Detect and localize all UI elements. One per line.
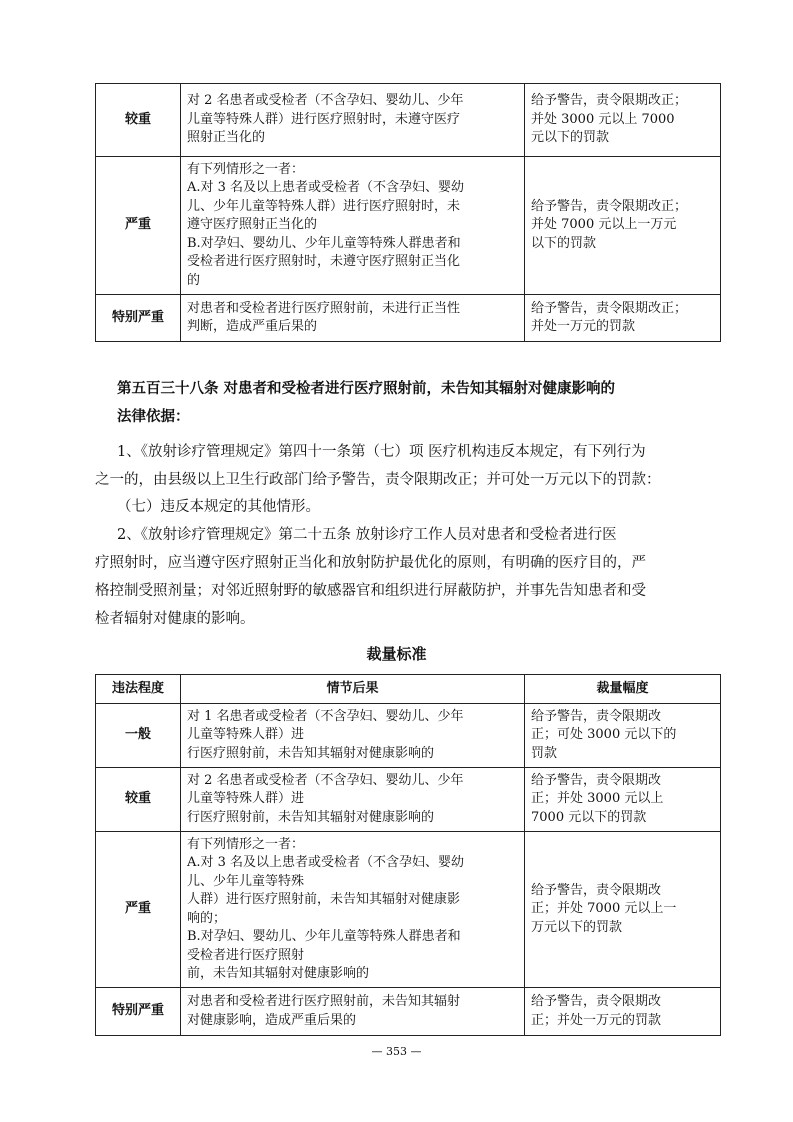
- text-line: 并处一万元的罚款: [531, 319, 636, 334]
- basis-paragraph-2-line: 2、《放射诊疗管理规定》第二十五条 放射诊疗工作人员对患者和受检者进行医: [117, 527, 617, 543]
- text-line: 儿童等特殊人群）进: [187, 727, 305, 743]
- level-cell: 较重: [96, 84, 181, 157]
- article-title: 第五百三十八条 对患者和受检者进行医疗照射前，未告知其辐射对健康影响的: [117, 381, 616, 397]
- text-line: 正；并处 3000 元以上: [531, 791, 664, 807]
- level-cell: 特别严重: [96, 988, 181, 1036]
- penalty-cell: [525, 768, 721, 832]
- penalty-cell: [525, 832, 721, 988]
- text-line: 受检者进行医疗照射时，未遵守医疗照射正当化: [187, 254, 461, 270]
- circumstance-cell: [181, 832, 525, 988]
- table-row: [96, 832, 721, 988]
- text-line: B.对孕妇、婴幼儿、少年儿童等特殊人群患者和: [187, 235, 461, 251]
- text-line: 儿、少年儿童等特殊人群）进行医疗照射时，未: [187, 198, 461, 214]
- basis-paragraph-1-item: （七）违反本规定的其他情形。: [117, 499, 320, 515]
- level-cell: 较重: [96, 768, 181, 832]
- text-line: 行医疗照射前，未告知其辐射对健康影响的: [187, 745, 435, 761]
- text-line: A.对 3 名及以上患者或受检者（不含孕妇、婴幼: [187, 855, 465, 870]
- text-line: A.对 3 名及以上患者或受检者（不含孕妇、婴幼: [187, 180, 465, 196]
- text-line: 判断，造成严重后果的: [187, 319, 318, 334]
- discretion-standard-table: [95, 674, 721, 1036]
- text-line: 给予警告，责令限期改: [531, 994, 662, 1009]
- top-discretion-table: [95, 83, 721, 342]
- page-number: — 353 —: [371, 1045, 422, 1058]
- basis-paragraph-2-line: 格控制受照剂量；对邻近照射野的敏感器官和组织进行屏蔽防护，并事先告知患者和受: [95, 583, 646, 599]
- text-line: 前，未告知其辐射对健康影响的: [187, 966, 370, 981]
- text-line: B.对孕妇、婴幼儿、少年儿童等特殊人群患者和: [187, 929, 461, 944]
- text-line: 对 2 名患者或受检者（不含孕妇、婴幼儿、少年: [187, 772, 464, 788]
- text-line: 遵守医疗照射正当化的: [187, 217, 318, 233]
- circumstance-cell: [181, 704, 525, 768]
- penalty-cell: [525, 157, 721, 295]
- text-line: 以下的罚款: [531, 235, 597, 251]
- text-line: 对 2 名患者或受检者（不含孕妇、婴幼儿、少年: [187, 93, 464, 109]
- text-line: 有下列情形之一者：: [187, 836, 305, 852]
- basis-paragraph-2-line: 检者辐射对健康的影响。: [95, 611, 255, 627]
- circumstance-cell: [181, 84, 525, 157]
- basis-paragraph-2-line: 疗照射时，应当遵守医疗照射正当化和放射防护最优化的原则，有明确的医疗目的，严: [95, 555, 646, 571]
- text-line: 响的；: [187, 910, 227, 926]
- basis-paragraph-1-line: 之一的，由县级以上卫生行政部门给予警告，责令限期改正；并可处一万元以下的罚款：: [95, 472, 661, 488]
- text-line: 儿童等特殊人群）进行医疗照射时，未遵守医疗: [187, 111, 461, 127]
- circumstance-cell: [181, 768, 525, 832]
- table-row: [96, 295, 721, 342]
- text-line: 给予警告，责令限期改: [531, 772, 662, 788]
- text-line: 的: [187, 272, 201, 288]
- text-line: 对患者和受检者进行医疗照射前，未进行正当性: [187, 300, 461, 316]
- circumstance-cell: [181, 157, 525, 295]
- text-line: 人群）进行医疗照射前，未告知其辐射对健康影: [187, 892, 461, 907]
- text-line: 行医疗照射前，未告知其辐射对健康影响的: [187, 809, 435, 825]
- penalty-cell: [525, 84, 721, 157]
- text-line: 对 1 名患者或受检者（不含孕妇、婴幼儿、少年: [187, 708, 464, 724]
- table-row: [96, 988, 721, 1036]
- circumstance-cell: [181, 295, 525, 342]
- text-line: 有下列情形之一者：: [187, 161, 305, 177]
- table-row: [96, 768, 721, 832]
- table-row: [96, 157, 721, 295]
- level-cell: 特别严重: [96, 295, 181, 342]
- table-row: [96, 84, 721, 157]
- text-line: 给予警告，责令限期改: [531, 708, 662, 724]
- level-cell: 严重: [96, 832, 181, 988]
- text-line: 对健康影响，造成严重后果的: [187, 1012, 357, 1028]
- text-line: 万元以下的罚款: [531, 919, 623, 935]
- penalty-cell: [525, 295, 721, 342]
- text-line: 7000 元以下的罚款: [531, 809, 647, 825]
- table-header-row: [96, 675, 721, 704]
- level-cell: 严重: [96, 157, 181, 295]
- column-header: 违法程度: [96, 675, 181, 704]
- column-header: 裁量幅度: [525, 675, 721, 704]
- column-header: 情节后果: [181, 675, 525, 704]
- circumstance-cell: [181, 988, 525, 1036]
- legal-basis-label: 法律依据：: [117, 409, 190, 425]
- text-line: 元以下的罚款: [531, 130, 610, 146]
- text-line: 并处 3000 元以上 7000: [531, 111, 675, 127]
- text-line: 正；并处 7000 元以上一: [531, 901, 677, 917]
- text-line: 给予警告，责令限期改正；: [531, 300, 688, 316]
- text-line: 罚款: [531, 745, 558, 761]
- basis-paragraph-1-line: 1、《放射诊疗管理规定》第四十一条第（七）项 医疗机构违反本规定，有下列行为: [117, 444, 646, 460]
- penalty-cell: [525, 988, 721, 1036]
- text-line: 儿童等特殊人群）进: [187, 791, 305, 807]
- level-cell: 一般: [96, 704, 181, 768]
- text-line: 并处 7000 元以上一万元: [531, 217, 677, 233]
- standard-title: 裁量标准: [366, 645, 427, 663]
- text-line: 正；可处 3000 元以下的: [531, 727, 677, 743]
- text-line: 正；并处一万元的罚款: [531, 1012, 662, 1028]
- text-line: 给予警告，责令限期改正；: [531, 198, 688, 214]
- text-line: 照射正当化的: [187, 130, 266, 146]
- text-line: 儿、少年儿童等特殊: [187, 873, 305, 889]
- penalty-cell: [525, 704, 721, 768]
- text-line: 对患者和受检者进行医疗照射前，未告知其辐射: [187, 994, 461, 1009]
- table-row: [96, 704, 721, 768]
- text-line: 受检者进行医疗照射: [187, 947, 305, 963]
- text-line: 给予警告，责令限期改: [531, 882, 662, 898]
- text-line: 给予警告，责令限期改正；: [531, 93, 688, 109]
